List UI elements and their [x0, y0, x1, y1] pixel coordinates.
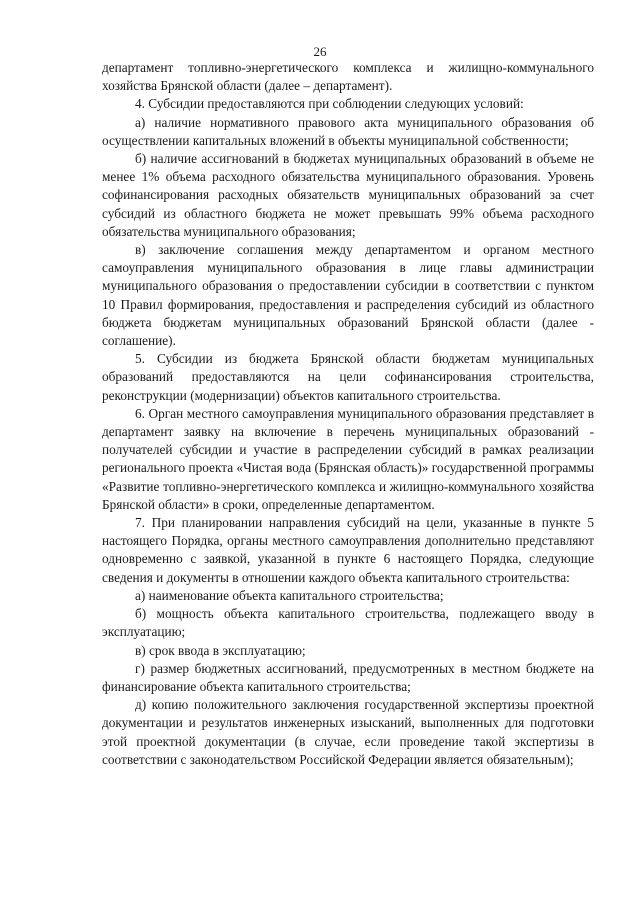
paragraph-item-7: 7. При планировании направления субсидий на цели, указанные в пункте 5 настоящего Порядка, органы местного самоуправления дополнительно представляют одновременно с заявкой, указанной в пункте 6 настоящего Порядка, следующие сведения и документы в отношении каждого объекта капитального строительства: — [102, 515, 594, 585]
paragraph-item-7a: а) наименование объекта капитального строительства; — [135, 587, 444, 603]
paragraph-item-5: 5. Субсидии из бюджета Брянской области бюджетам муниципальных образований предоставляются на цели софинансирования строительства, реконструкции (модернизации) объектов капитального строительства. — [102, 351, 594, 403]
paragraph-item-7d: д) копию положительного заключения государственной экспертизы проектной документации и результатов инженерных изысканий, выполненных для подготовки этой проектной документации (в случае, если проведение такой экспертизы в соответствии с законодательством Российской Федерации является обязательным); — [102, 697, 594, 767]
paragraph-continuation: департамент топливно-энергетического комплекса и жилищно-коммунального хозяйства Брянской области (далее – департамент). — [102, 60, 594, 94]
paragraph-item-4: 4. Субсидии предоставляются при соблюдении следующих условий: — [135, 96, 524, 112]
paragraph-item-4b: б) наличие ассигнований в бюджетах муниципальных образований в объеме не менее 1% объема расходного обязательства муниципального образования. Уровень софинансирования расходных обязательств муниципальных образований за счет субсидий из областного бюджета не может превышать 99% объема расходного обязательства муниципального образования; — [102, 151, 594, 239]
paragraph-item-4a: а) наличие нормативного правового акта муниципального образования об осуществлении капитальных вложений в объекты муниципальной собственности; — [102, 114, 594, 148]
paragraph-item-6: 6. Орган местного самоуправления муниципального образования представляет в департамент заявку на включение в перечень муниципальных образований - получателей субсидии и участие в распределении субсидий в рамках реализации регионального проекта «Чистая вода (Брянская область)» государственной программы «Развитие топливно-энергетического комплекса и жилищно-коммунального хозяйства Брянской области» в сроки, определенные департаментом. — [102, 405, 595, 512]
document-body — [102, 59, 594, 769]
paragraph-item-4v: в) заключение соглашения между департаментом и органом местного самоуправления муниципального образования в лице главы администрации муниципального образования о предоставлении субсидии в соответствии с пунктом 10 Правил формирования, предоставления и распределения субсидий из областного бюджета бюджетам муниципальных образований Брянской области (далее - соглашение). — [102, 242, 594, 349]
paragraph-item-7v: в) срок ввода в эксплуатацию; — [135, 642, 306, 658]
page-number: 26 — [313, 44, 327, 59]
paragraph-item-7b: б) мощность объекта капитального строительства, подлежащего вводу в эксплуатацию; — [102, 606, 594, 640]
paragraph-item-7g: г) размер бюджетных ассигнований, предусмотренных в местном бюджете на финансирование объекта капитального строительства; — [102, 660, 594, 694]
